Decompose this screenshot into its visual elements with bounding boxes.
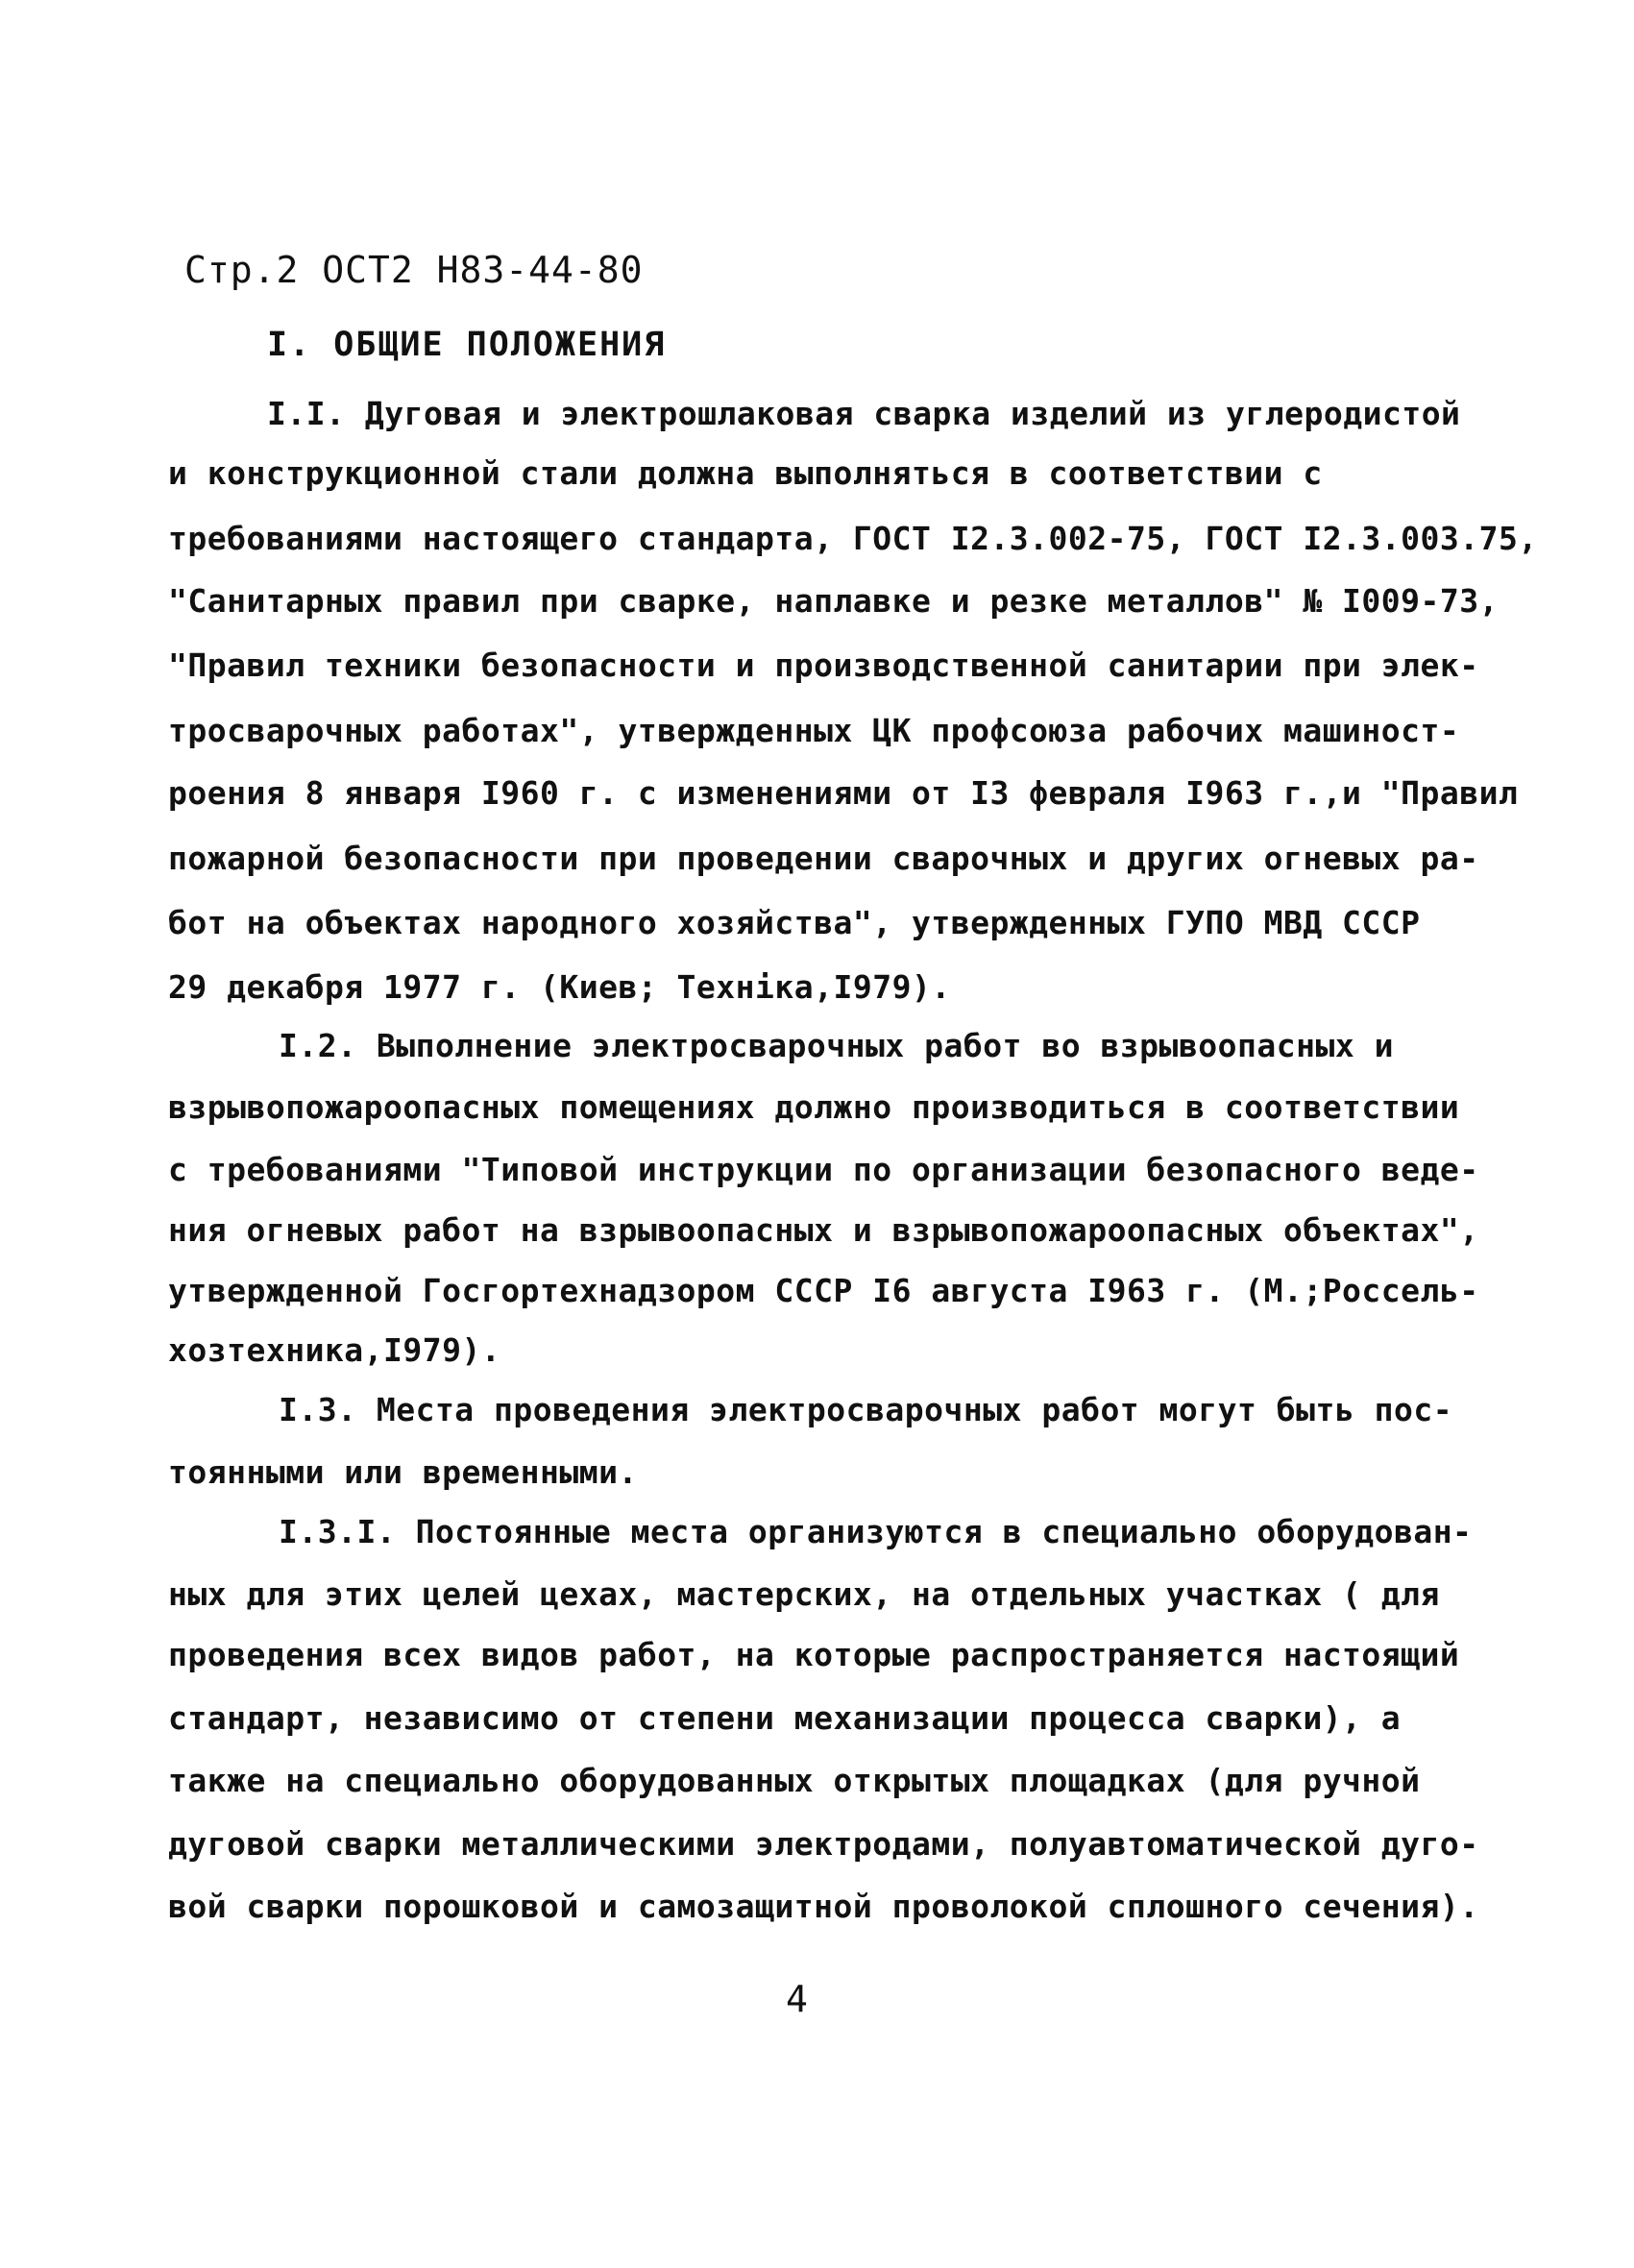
- text-line: I.2. Выполнение электросварочных работ во взрывоопасных и: [279, 1027, 1394, 1064]
- text-line: дуговой сварки металлическими электродами, полуавтоматической дуго-: [168, 1825, 1479, 1863]
- text-line: стандарт, независимо от степени механизации процесса сварки), а: [168, 1699, 1402, 1737]
- text-line: взрывопожароопасных помещениях должно производиться в соответствии: [168, 1088, 1460, 1126]
- text-line: утвержденной Госгортехнадзором СССР I6 августа I963 г. (М.;Россель-: [168, 1272, 1479, 1309]
- text-line: требованиями настоящего стандарта, ГОСТ I2.3.002-75, ГОСТ I2.3.003.75,: [168, 520, 1538, 557]
- text-line: тросварочных работах", утвержденных ЦК профсоюза рабочих машиност-: [168, 712, 1460, 749]
- text-line: ных для этих целей цехах, мастерских, на отдельных участках ( для: [168, 1575, 1440, 1613]
- text-line: "Санитарных правил при сварке, наплавке и резке металлов" № I009-73,: [168, 582, 1500, 620]
- text-line: роения 8 января I960 г. с изменениями от I3 февраля I963 г.,и "Правил: [168, 774, 1519, 812]
- text-line: бот на объектах народного хозяйства", утвержденных ГУПО МВД СССР: [168, 904, 1421, 941]
- page-header: Стр.2 ОСТ2 Н83-44-80: [184, 249, 644, 291]
- text-line: ния огневых работ на взрывоопасных и взрывопожароопасных объектах",: [168, 1211, 1479, 1249]
- text-line: пожарной безопасности при проведении сварочных и других огневых ра-: [168, 840, 1479, 877]
- section-title: I. ОБЩИЕ ПОЛОЖЕНИЯ: [267, 326, 667, 364]
- text-line: также на специально оборудованных открытых площадках (для ручной: [168, 1762, 1421, 1799]
- text-line: с требованиями "Типовой инструкции по организации безопасного веде-: [168, 1151, 1479, 1188]
- text-line: I.3. Места проведения электросварочных работ могут быть пос-: [279, 1391, 1453, 1428]
- text-line: 29 декабря 1977 г. (Киев; Технiка,I979).: [168, 968, 951, 1006]
- text-line: тоянными или временными.: [168, 1453, 638, 1491]
- page-number: 4: [786, 1978, 809, 2020]
- text-line: и конструкционной стали должна выполняться в соответствии с: [168, 454, 1323, 492]
- text-line: I.3.I. Постоянные места организуются в специально оборудован-: [279, 1513, 1473, 1550]
- text-line: проведения всех видов работ, на которые распространяется настоящий: [168, 1636, 1460, 1673]
- text-line: вой сварки порошковой и самозащитной проволокой сплошного сечения).: [168, 1888, 1479, 1925]
- text-line: I.I. Дуговая и электрошлаковая сварка изделий из углеродистой: [267, 395, 1461, 432]
- text-line: "Правил техники безопасности и производственной санитарии при элек-: [168, 646, 1479, 684]
- text-line: хозтехника,I979).: [168, 1331, 501, 1369]
